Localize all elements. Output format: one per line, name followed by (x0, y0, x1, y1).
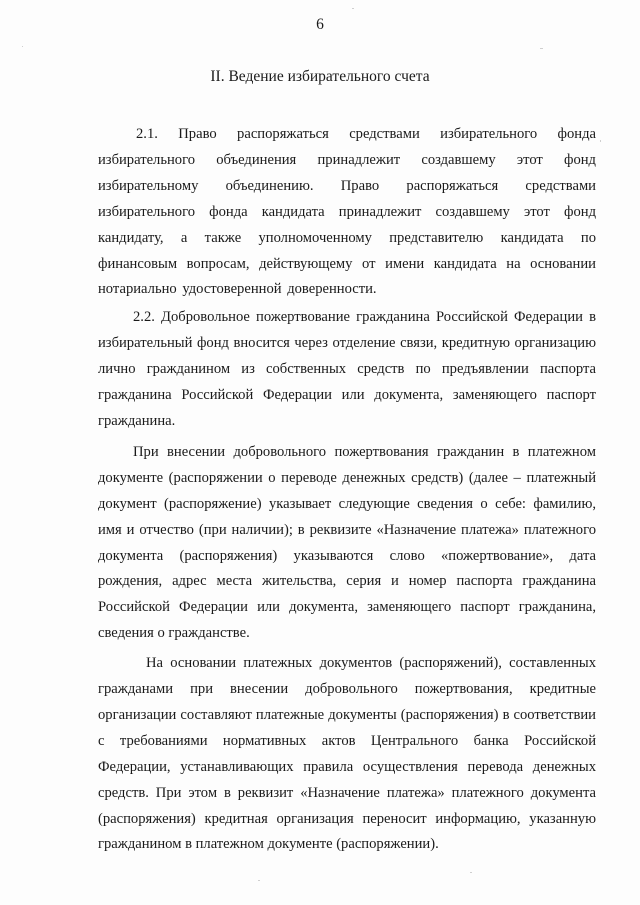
page-number: 6 (316, 16, 324, 33)
scan-speck (470, 872, 472, 873)
scan-speck (540, 48, 543, 49)
paragraph-credit-organizations: На основании платежных документов (распоряжений), составленных гражданами при внесении добровольного пожертвования, кредитные организации составляют платежные документы (распоряжения) в соответствии с требованиями нормативных актов Центрального банка Российской Федерации, устанавливающих правила осуществления перевода денежных средств. При этом в реквизит «Назначение платежа» платежного документа (распоряжения) кредитная организация переносит информацию, указанную гражданином в платежном документе (распоряжении). (98, 655, 596, 853)
paragraph-donation-details: При внесении добровольного пожертвования гражданин в платежном документе (распоряжении о переводе денежных средств) (далее – платежный документ (распоряжение) указывает следующие сведения о себе: фамилию, имя и отчество (при наличии); в реквизите «Назначение платежа» платежного документа (распоряжения) указываются слово «пожертвование», дата рождения, адрес места жительства, серия и номер паспорта гражданина Российской Федерации или документа, заменяющего паспорт гражданина, сведения о гражданстве. (98, 443, 596, 642)
scan-speck (352, 8, 354, 9)
paragraph-2-2: 2.2. Добровольное пожертвование гражданина Российской Федерации в избирательный фонд вносится через отделение связи, кредитную организацию лично гражданином из собственных средств по предъявлении паспорта гражданина Российской Федерации или документа, заменяющего паспорт гражданина. (98, 309, 596, 429)
section-body (98, 122, 596, 858)
paragraph-2-1: 2.1. Право распоряжаться средствами избирательного фонда избирательного объединения принадлежит создавшему этот фонд избирательному объединению. Право распоряжаться средствами избирательного фонда кандидата принадлежит создавшему этот фонд кандидату, а также уполномоченному представителю кандидата по финансовым вопросам, действующему от имени кандидата на основании нотариально удостоверенной доверенности. (98, 126, 596, 298)
section-heading: II. Ведение избирательного счета (210, 68, 430, 85)
scan-speck (600, 140, 601, 142)
scan-speck (22, 46, 23, 47)
scan-speck (258, 880, 260, 881)
